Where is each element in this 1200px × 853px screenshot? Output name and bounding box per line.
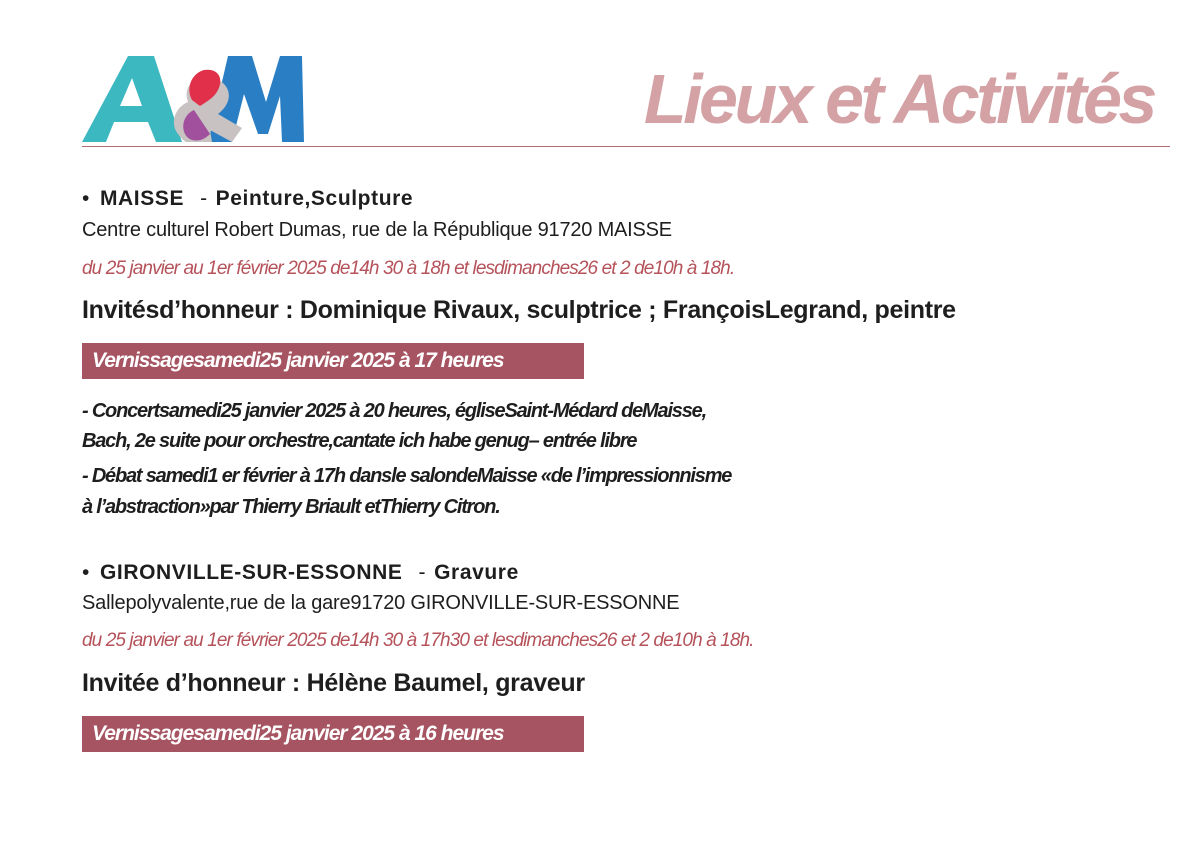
section-town: GIRONVILLE-SUR-ESSONNE [99,561,403,584]
bullet-icon: • [82,187,90,210]
bullet-icon: • [82,561,90,584]
section-dates: du 25 janvier au 1er février 2025 de14h 30 à 18h et lesdimanches26 et 2 de10h à 18h. [82,258,735,279]
logo-text: A&M [82,44,85,45]
section-sep: - [418,561,427,584]
section-heading-maisse [82,187,413,211]
section-address: Centre culturel Robert Dumas, rue de la République 91720 MAISSE [82,219,672,241]
event-line: - Concertsamedi25 janvier 2025 à 20 heures, égliseSaint-Médard deMaisse, [82,400,706,422]
section-sep: - [200,187,208,210]
event-line: à l’abstraction»par Thierry Briault etThierry Citron. [82,496,500,518]
section-discipline: Peinture,Sculpture [215,187,414,210]
section-dates: du 25 janvier au 1er février 2025 de14h 30 à 17h30 et lesdimanches26 et 2 de10h à 18h. [82,630,754,651]
section-address: Sallepolyvalente,rue de la gare91720 GIRONVILLE-SUR-ESSONNE [82,592,680,614]
section-discipline: Gravure [434,561,519,584]
section-heading-gironville [82,561,519,585]
vernissage-banner: Vernissagesamedi25 janvier 2025 à 17 heures [82,343,584,379]
event-line: - Débat samedi1 er février à 17h dansle salondeMaisse «de l’impressionnisme [82,465,732,487]
page-title: Lieux et Activités [643,60,1154,138]
header-rule [82,146,1170,147]
event-line: Bach, 2e suite pour orchestre,cantate ich habe genug– entrée libre [82,430,637,452]
vernissage-banner: Vernissagesamedi25 janvier 2025 à 16 heures [82,716,584,752]
section-town: MAISSE [99,187,185,210]
am-logo [82,44,304,144]
section-guests: Invitésd’honneur : Dominique Rivaux, sculptrice ; FrançoisLegrand, peintre [82,296,956,324]
section-guests: Invitée d’honneur : Hélène Baumel, graveur [82,669,585,697]
